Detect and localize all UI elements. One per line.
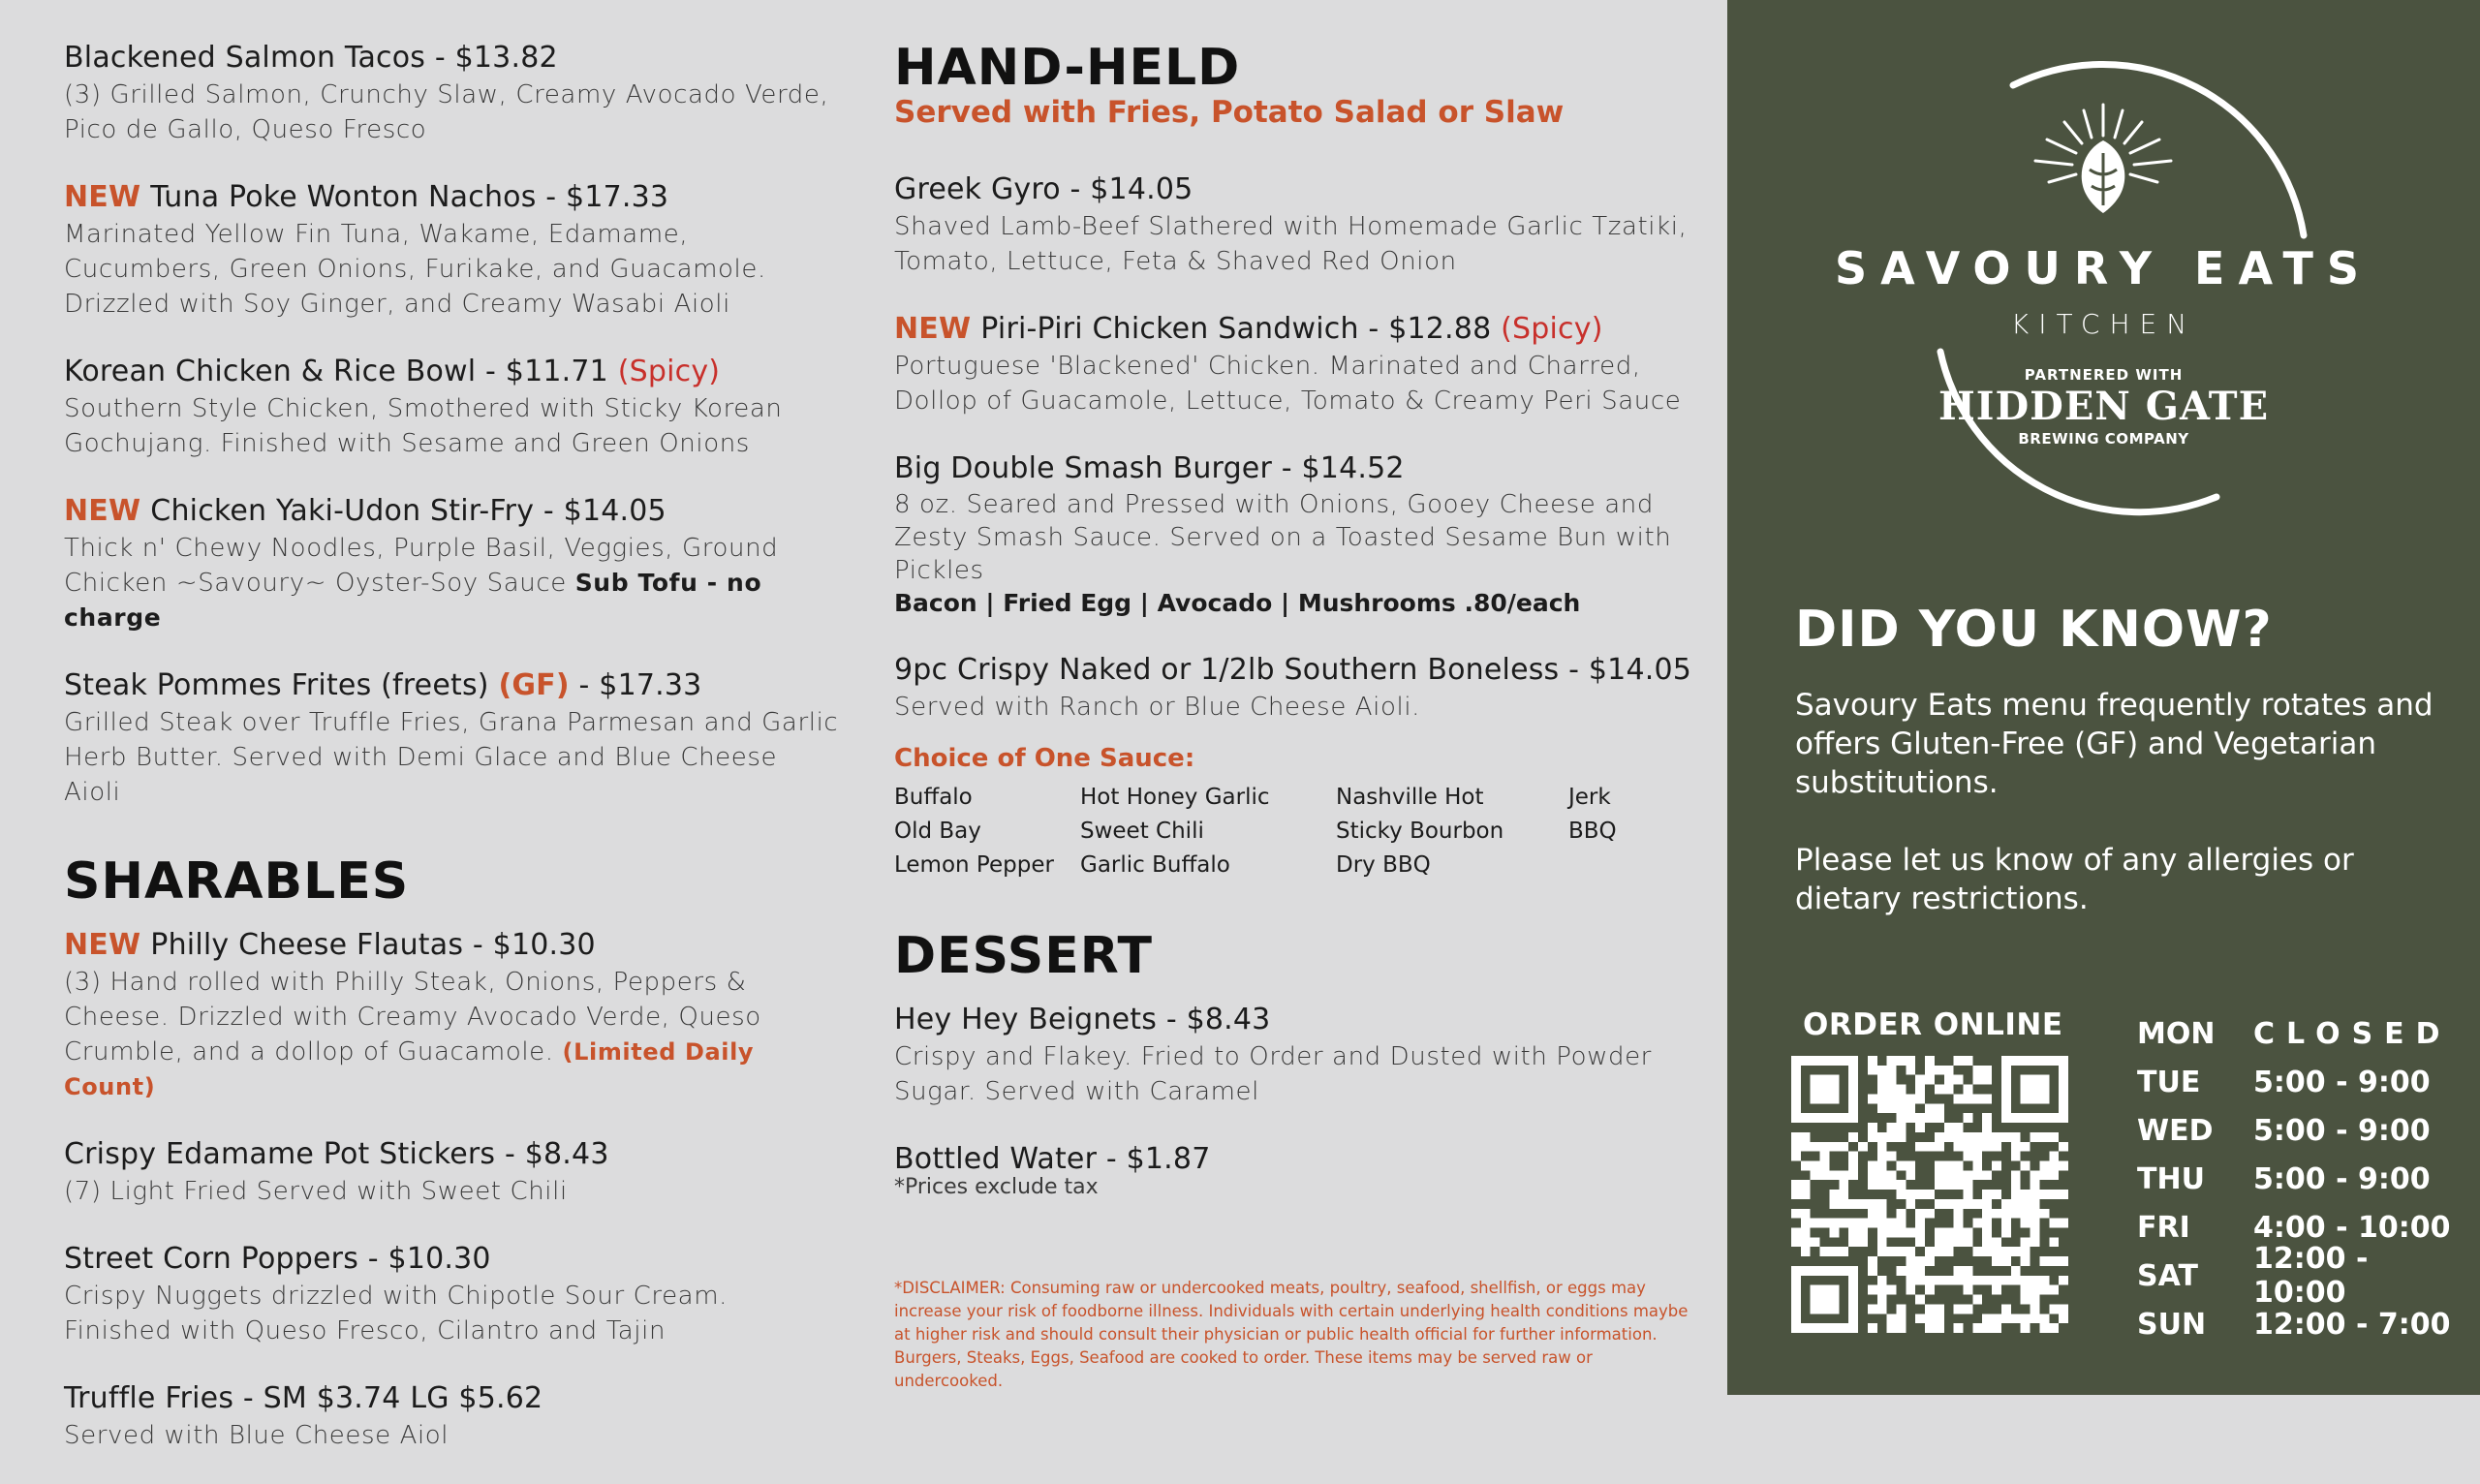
spicy-tag: (Spicy) (1501, 312, 1603, 346)
item-price: - $17.33 (578, 668, 702, 702)
item-title: Truffle Fries - SM $3.74 LG $5.62 (64, 1381, 543, 1415)
item-description: (7) Light Fried Served with Sweet Chili (64, 1177, 568, 1206)
hours-day: MON (2137, 1016, 2216, 1051)
item-description-text: Thick n' Chewy Noodles, Purple Basil, Veggies, Ground Chicken ~Savoury~ Oyster-Soy Sauce (64, 534, 779, 598)
sauce-option: Hot Honey Garlic (1080, 785, 1270, 810)
item-title: Street Corn Poppers - $10.30 (64, 1242, 491, 1276)
hours-row (2137, 1058, 2466, 1106)
item-title: Hey Hey Beignets - $8.43 (894, 1003, 1271, 1036)
menu-item (64, 39, 839, 147)
menu-item (64, 492, 839, 635)
menu-item (64, 178, 839, 322)
item-description: Marinated Yellow Fin Tuna, Wakame, Edamame, Cucumbers, Green Onions, Furikake, and Guacamole. Drizzled with Soy Ginger, and Creamy Wasabi Aioli (64, 220, 766, 319)
new-badge: NEW (64, 180, 141, 214)
sauce-option: Lemon Pepper (894, 852, 1054, 878)
hours-time: 12:00 - 7:00 (2253, 1307, 2451, 1342)
sauce-option: Sticky Bourbon (1336, 819, 1504, 844)
menu-item (64, 1135, 839, 1209)
allergy-note: Please let us know of any allergies or dietary restrictions. (1795, 843, 2354, 916)
substitution-note: Sub Tofu - no charge (64, 569, 762, 632)
item-description: Shaved Lamb-Beef Slathered with Homemade Garlic Tzatiki, Tomato, Lettuce, Feta & Shaved Red Onion (894, 212, 1688, 276)
hours-time: 5:00 - 9:00 (2253, 1065, 2431, 1099)
menu-item (64, 666, 839, 810)
item-name-price: Philly Cheese Flautas - $10.30 (150, 928, 596, 962)
new-badge: NEW (64, 928, 141, 962)
item-description: 8 oz. Seared and Pressed with Onions, Gooey Cheese and Zesty Smash Sauce. Served on a Toasted Sesame Bun with Pickles (894, 490, 1672, 585)
hours-day: WED (2137, 1113, 2214, 1148)
sauce-option: Dry BBQ (1336, 852, 1431, 878)
new-badge: NEW (64, 494, 141, 528)
item-name-price: Korean Chicken & Rice Bowl - $11.71 (64, 355, 608, 388)
qr-code-icon[interactable] (1791, 1056, 2068, 1333)
menu-item (64, 926, 839, 1104)
item-description (64, 531, 839, 635)
item-title: Crispy Edamame Pot Stickers - $8.43 (64, 1137, 609, 1171)
hop-icon (2016, 97, 2190, 223)
menu-item (64, 1379, 839, 1453)
item-name-price: Piri-Piri Chicken Sandwich - $12.88 (980, 312, 1492, 346)
hours-day: FRI (2137, 1210, 2190, 1245)
left-column (64, 39, 839, 1484)
item-title: Big Double Smash Burger - $14.52 (894, 451, 1405, 485)
section-title-dessert: DESSERT (894, 927, 1153, 985)
menu-item (894, 310, 1698, 418)
item-title (64, 926, 839, 965)
hours-day: THU (2137, 1161, 2205, 1196)
hours-time: 5:00 - 9:00 (2253, 1161, 2431, 1196)
hours-time: 4:00 - 10:00 (2253, 1210, 2451, 1245)
menu-item (894, 449, 1698, 620)
item-name-price: Chicken Yaki-Udon Stir-Fry - $14.05 (150, 494, 666, 528)
limited-tag: (Limited Daily Count) (64, 1038, 755, 1100)
item-name: Steak Pommes Frites (freets) (64, 668, 489, 702)
menu-item (64, 353, 839, 461)
menu-item (894, 651, 1698, 725)
sauce-option: Buffalo (894, 785, 973, 810)
item-title: Bottled Water - $1.87 (894, 1142, 1211, 1176)
item-description: Grilled Steak over Truffle Fries, Grana Parmesan and Garlic Herb Butter. Served with Demi Glace and Blue Cheese Aioli (64, 708, 839, 807)
partner-label: PARTNERED WITH (2024, 366, 2184, 384)
hours-time: 12:00 - 10:00 (2253, 1242, 2369, 1310)
sauce-option: Jerk (1568, 785, 1611, 810)
section-subtitle: Served with Fries, Potato Salad or Slaw (894, 95, 1565, 130)
section-title-handheld: HAND-HELD (894, 39, 1241, 97)
new-badge: NEW (894, 312, 972, 346)
item-name-price: Tuna Poke Wonton Nachos - $17.33 (150, 180, 669, 214)
hours-time: 5:00 - 9:00 (2253, 1113, 2431, 1148)
sauce-heading: Choice of One Sauce: (894, 744, 1195, 773)
hours-time: CLOSED (2253, 1016, 2452, 1051)
menu-item (64, 1240, 839, 1348)
order-online-label: ORDER ONLINE (1803, 1007, 2063, 1042)
hours-row (2137, 1009, 2466, 1058)
gluten-free-tag: (GF) (498, 668, 570, 702)
partner-company: BREWING COMPANY (2018, 430, 2189, 448)
item-description: (3) Grilled Salmon, Crunchy Slaw, Creamy Avocado Verde, Pico de Gallo, Queso Fresco (64, 80, 829, 144)
item-description-text: (3) Hand rolled with Philly Steak, Onions, Peppers & Cheese. Drizzled with Creamy Avocado Verde, Queso Crumble, and a dollop of Guacamole. (64, 968, 761, 1067)
hours-row (2137, 1155, 2466, 1203)
hours-day: SUN (2137, 1307, 2207, 1342)
item-description (64, 965, 839, 1104)
sauce-option: Sweet Chili (1080, 819, 1204, 844)
item-title (64, 666, 839, 705)
item-description: Served with Blue Cheese Aiol (64, 1421, 450, 1450)
sauce-option: BBQ (1568, 819, 1617, 844)
spicy-tag: (Spicy) (617, 355, 721, 388)
partner-logo-text: HIDDEN GATE (1938, 384, 2270, 429)
item-description: Served with Ranch or Blue Cheese Aioli. (894, 693, 1421, 722)
did-you-know-title: DID YOU KNOW? (1795, 601, 2273, 659)
item-description: Portuguese 'Blackened' Chicken. Marinated and Charred, Dollop of Guacamole, Lettuce, Tomato & Creamy Peri Sauce (894, 352, 1682, 416)
item-title (64, 178, 839, 217)
section-title-sharables: SHARABLES (64, 852, 410, 911)
item-title (894, 310, 1698, 349)
item-title (64, 492, 839, 531)
item-name-price: Blackened Salmon Tacos - $13.82 (64, 41, 558, 75)
disclaimer: *DISCLAIMER: Consuming raw or undercooked meats, poultry, seafood, shellfish, or eggs may increase your risk of foodborne illness. Individuals with certain underlying health conditions maybe at higher risk and should consult their physician or public health official for further information. Burgers, Steaks, Eggs, Seafood are cooked to order. These items may be served raw or undercooked. (894, 1279, 1689, 1390)
did-you-know-text: Savoury Eats menu frequently rotates and offers Gluten-Free (GF) and Vegetarian substitutions. (1795, 688, 2434, 800)
sauce-option: Garlic Buffalo (1080, 852, 1230, 878)
sauce-list (894, 783, 1698, 881)
hours-day: SAT (2137, 1258, 2198, 1293)
item-description: Crispy Nuggets drizzled with Chipotle Sour Cream. Finished with Queso Fresco, Cilantro and Tajin (64, 1282, 728, 1345)
middle-column (894, 39, 1698, 1230)
hours-row (2137, 1300, 2466, 1348)
item-title (64, 39, 839, 77)
tax-note: *Prices exclude tax (894, 1175, 1099, 1199)
item-description: Crispy and Flakey. Fried to Order and Dusted with Powder Sugar. Served with Caramel (894, 1042, 1652, 1106)
hours-table (2137, 1009, 2466, 1348)
menu-item (894, 170, 1698, 279)
hours-day: TUE (2137, 1065, 2201, 1099)
item-title: Greek Gyro - $14.05 (894, 172, 1194, 206)
menu-item (894, 1140, 1698, 1199)
item-title: 9pc Crispy Naked or 1/2lb Southern Boneless - $14.05 (894, 653, 1692, 687)
sauce-option (1568, 850, 1665, 881)
brand-subtitle: KITCHEN (2010, 308, 2197, 340)
menu-item (894, 1001, 1698, 1109)
sauce-option: Old Bay (894, 819, 981, 844)
sauce-option: Nashville Hot (1336, 785, 1484, 810)
info-panel (1727, 0, 2480, 1395)
brand-name: SAVOURY EATS (1834, 242, 2373, 294)
hours-row (2137, 1242, 2466, 1310)
hours-row (2137, 1106, 2466, 1155)
item-description: Southern Style Chicken, Smothered with Sticky Korean Gochujang. Finished with Sesame and Green Onions (64, 394, 783, 458)
item-title (64, 353, 839, 391)
burger-addons: Bacon | Fried Egg | Avocado | Mushrooms .80/each (894, 589, 1581, 617)
